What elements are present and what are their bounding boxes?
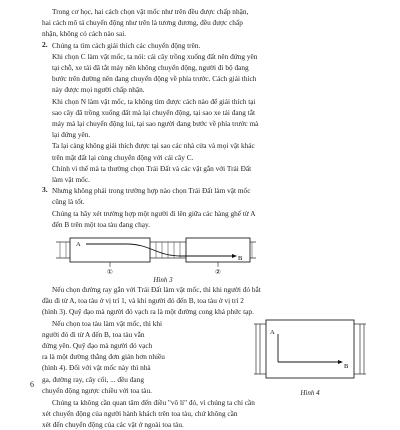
page-body (42, 6, 364, 430)
label-a: A (270, 328, 275, 336)
text-line: Nếu chọn toa tàu làm vật mốc, thì khi (52, 318, 163, 328)
text-line: bước trên đường nên đang chuyển động về phía trước. Cách giải thích (52, 74, 257, 84)
text-line: Nếu chọn đường ray gắn với Trái Đất làm vật mốc, thì khi người đó bắt (52, 285, 261, 295)
text-line: này được mọi người chấp nhận. (52, 85, 145, 95)
text-line: xét chuyển động của người hành khách trên toa tàu, chứ không cần (42, 408, 238, 418)
text-line: Nhưng không phải trong trường hợp nào chọn Trái Đất làm vật mốc (52, 186, 251, 196)
text-line: cũng là tốt. (52, 197, 85, 207)
item-3 (42, 185, 364, 230)
figure-3-train-diagram (56, 232, 256, 276)
label-b: B (238, 255, 243, 263)
text-line: Trong cơ học, hai cách chọn vật mốc như trên đều được chấp nhận, (52, 7, 249, 16)
figure-4-caption: Hình 4 (300, 388, 320, 397)
label-b: B (344, 362, 349, 370)
paragraph-with-figure-4 (42, 318, 364, 397)
figure-3-caption: Hình 3 (153, 276, 173, 285)
text-line: Khi chọn N làm vật mốc, ta không tìm được cách nào để giải thích tại (52, 96, 256, 106)
text-line: Ta lại càng không giải thích được tại sao các nhà cửa và mọi vật khác (52, 141, 255, 151)
text-line: Chính vì thế mà ta thường chọn Trái Đất và các vật gắn với Trái Đất (52, 163, 252, 173)
train-car (266, 320, 354, 378)
text-line: ra là một đường thẳng đơn giản hơn nhiều (42, 352, 165, 362)
text-line: người đó đi từ A đến B, toa tàu vẫn (42, 329, 145, 339)
text-line: làm vật mốc. (52, 175, 90, 185)
item-number: 3. (42, 185, 48, 195)
text-line: Chúng ta không cần quan tâm đến điều "vô lí" đó, vì chúng ta chỉ cần (52, 397, 255, 407)
text-line: máy mà lại chuyển động lui, tại sao người đang bước về phía trước mà (52, 119, 259, 129)
figure-4-train-diagram (254, 318, 366, 384)
text-line: tại chỗ, xe tải đã tắt máy nên không chuyển động, người đi bộ đang (52, 63, 249, 73)
text-line: Khi chọn C làm vật mốc, ta nói: cái cây trồng xuống đất nên đứng yên (52, 51, 258, 61)
item-2 (42, 40, 364, 186)
text-line: sao cây đã trồng xuống đất mà lại chuyển động, tại sao xe tải đang tắt (52, 107, 256, 117)
paragraph-intro (42, 6, 364, 40)
text-line: (hình 4). Đối với vật mốc này thì nhà (42, 363, 151, 373)
text-line: Chúng ta hãy xét trường hợp một người đi lên giữa các hàng ghế từ A (52, 208, 256, 218)
label-position-2: ② (215, 268, 221, 277)
paragraph-track-reference (42, 284, 364, 318)
text-line: hai cách mô tả chuyển động như trên là tương đương, đều được chấp (42, 18, 243, 28)
label-position-1: ① (107, 268, 113, 277)
text-line: lại đứng yên. (52, 130, 91, 140)
figure-4 (254, 318, 366, 397)
text-line: Chúng ta tìm cách giải thích các chuyển động trên. (52, 40, 201, 50)
train-car-position-1 (70, 238, 150, 262)
label-a: A (76, 241, 81, 249)
text-line: xét đến chuyển động của các vật ở ngoài toa tàu. (42, 420, 184, 430)
item-number: 2. (42, 39, 48, 49)
text-line: chuyển động ngược chiều với toa tàu. (42, 385, 152, 395)
text-line: (hình 3). Quỹ đạo mà người đó vạch ra là một đường cong khá phức tạp. (42, 307, 254, 317)
text-line: nhận, không có cách nào sai. (42, 29, 127, 39)
text-line: trên mặt đất lại cùng chuyển động với cái cây C. (52, 152, 194, 162)
paragraph-conclusion (42, 397, 364, 430)
text-line: đến B trên một toa tàu đang chạy. (52, 219, 151, 229)
text-line: đầu đi từ A, toa tàu ở vị trí 1, và khi người đó đến B, toa tàu ở vị trí 2 (42, 296, 244, 306)
text-line: đứng yên. Quỹ đạo mà người đó vạch (42, 341, 153, 351)
paragraph-train-reference (42, 318, 250, 396)
page-number: 6 (30, 380, 34, 389)
text-line: ga, đường ray, cây cối, ... đều đang (42, 374, 144, 384)
